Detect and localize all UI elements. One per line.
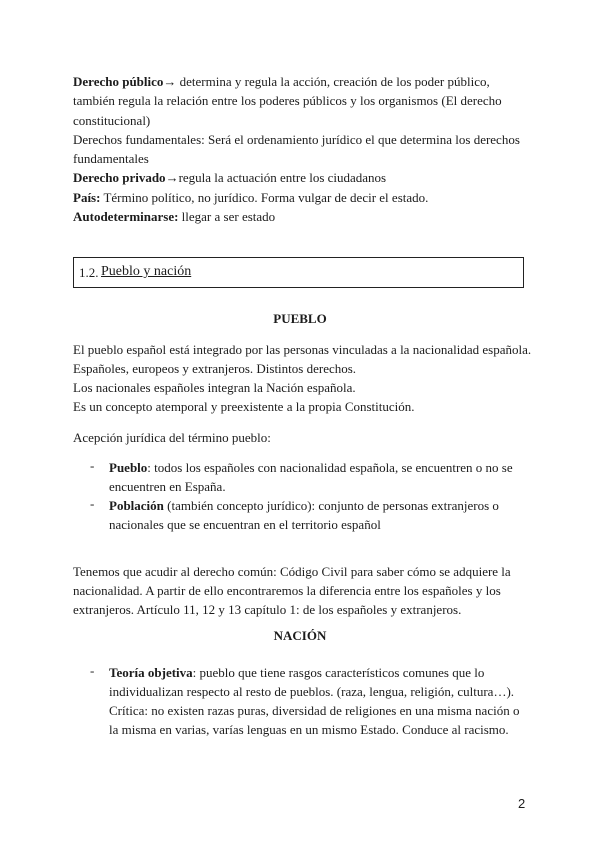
intro-line: Los nacionales españoles integran la Nación española. <box>73 380 356 395</box>
list-item <box>90 663 530 739</box>
term: Derecho público <box>73 74 164 89</box>
definition-derechos-fundamentales <box>73 130 533 169</box>
definition-text: determina y regula la acción, creación de los poder público, también regula la relación entre los poderes públicos y los organismos (El derecho constitucional) <box>73 74 502 128</box>
bullet-term: Teoría objetiva <box>109 665 193 680</box>
list-item <box>90 496 530 534</box>
nacion-title: NACIÓN <box>273 628 327 643</box>
definitions-block <box>73 72 533 226</box>
dash-bullet: - <box>90 663 95 678</box>
term: País: <box>73 189 101 205</box>
bullet-term: Población <box>109 498 164 513</box>
intro-line: El pueblo español está integrado por las personas vinculadas a la nacionalidad española. Españoles, europeos y extranjeros. Distintos derechos. <box>73 342 532 376</box>
pueblo-intro <box>73 340 533 416</box>
pueblo-bullet-list <box>90 458 530 534</box>
dash-bullet: - <box>90 458 95 473</box>
pueblo-title: PUEBLO <box>273 311 327 326</box>
nacion-bullet-list <box>90 663 530 739</box>
section-number: 1.2. <box>79 265 99 280</box>
bullet-text: (también concepto jurídico): conjunto de personas extranjeros o nacionales que se encuentran en el territorio español <box>109 498 499 532</box>
section-title: Pueblo y nación <box>101 264 192 279</box>
bullet-critique: Crítica: no existen razas puras, diversidad de religiones en una misma nación o la misma en varias, varías lenguas en un mismo Estado. Conduce al racismo. <box>109 703 520 737</box>
page-number: 2 <box>518 796 526 811</box>
acepcion-text: Acepción jurídica del término pueblo: <box>73 430 271 445</box>
definition-text: llegar a ser estado <box>181 209 276 225</box>
definition-autodeterminarse <box>73 207 533 226</box>
definition-pais <box>73 188 533 207</box>
definition-text: regula la actuación entre los ciudadanos <box>178 170 387 186</box>
acepcion-line <box>73 428 533 447</box>
intro-line: Es un concepto atemporal y preexistente a la propia Constitución. <box>73 399 415 414</box>
section-heading-box <box>73 257 524 288</box>
list-item <box>90 458 530 496</box>
separator-arrow: → <box>163 74 180 89</box>
term: Derecho privado <box>73 170 166 186</box>
definition-text: Derechos fundamentales: Será el ordenamiento jurídico el que determina los derechos fundamentales <box>73 131 520 167</box>
definition-text: Término político, no jurídico. Forma vulgar de decir el estado. <box>103 189 429 205</box>
term: Autodeterminarse: <box>73 209 179 225</box>
paragraph-text: Tenemos que acudir al derecho común: Código Civil para saber cómo se adquiere la nacionalidad. A partir de ello encontraremos la diferencia entre los españoles y los extranjeros. Artículo 11, 12 y 13 capítulo 1: de los españoles y extranjeros. <box>73 564 511 617</box>
bullet-text: : pueblo que tiene rasgos característicos comunes que lo individualizan respecto al resto de pueblos. (raza, lengua, religión, cultura…). <box>109 665 515 699</box>
derecho-comun-paragraph <box>73 562 529 619</box>
definition-derecho-publico <box>73 72 533 130</box>
definition-derecho-privado <box>73 168 533 187</box>
bullet-text: : todos los españoles con nacionalidad española, se encuentren o no se encuentren en España. <box>109 460 513 494</box>
bullet-term: Pueblo <box>109 460 148 475</box>
dash-bullet: - <box>90 496 95 511</box>
separator-arrow: → <box>165 170 179 186</box>
